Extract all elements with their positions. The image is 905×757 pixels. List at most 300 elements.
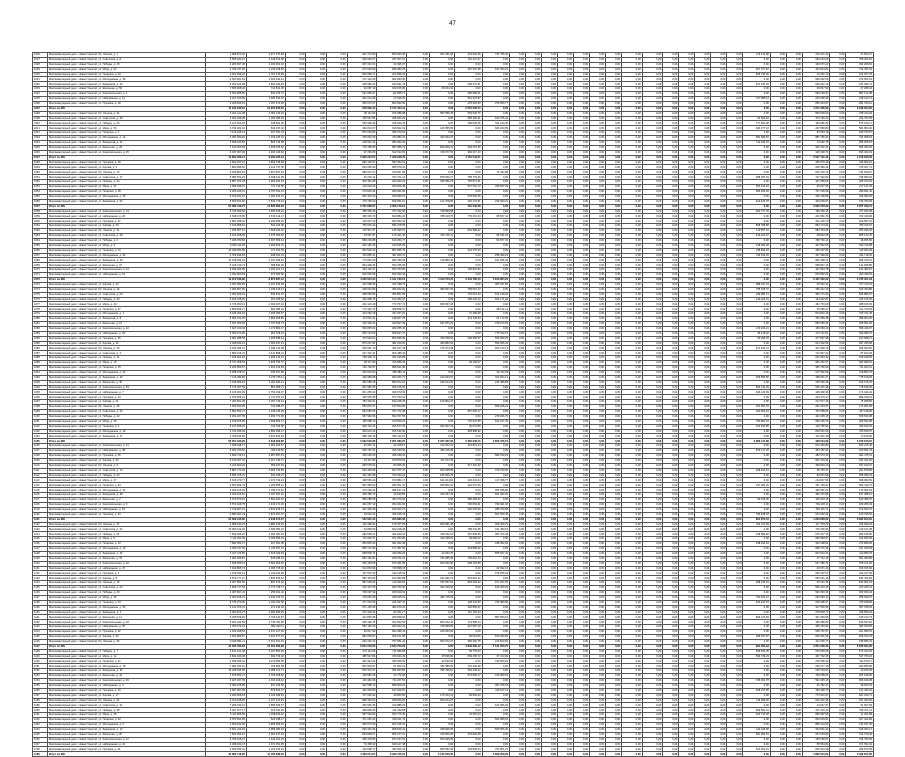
value-cell: 446 076,39 [802,160,829,165]
value-cell: 0,00 [695,493,711,498]
value-cell: 0,00 [695,561,711,566]
value-cell: 0,00 [711,639,727,644]
value-cell: 0,00 [679,53,695,58]
value-cell: 228 931,33 [347,141,377,146]
value-cell: 0,00 [786,209,802,214]
value-cell: 0,00 [558,366,574,371]
value-cell: 0,00 [510,346,526,351]
value-cell: 0,00 [695,444,711,449]
value-cell: 0,00 [558,238,574,243]
row-number: 1107 [33,449,48,454]
value-cell: 0,00 [770,273,786,278]
value-cell: 0,00 [526,625,542,630]
value-cell: 0,00 [285,747,306,752]
value-cell: 0,00 [590,194,606,199]
value-cell: 0,00 [679,375,695,380]
value-cell: 0,00 [558,390,574,395]
value-cell: 0,00 [695,654,711,659]
value-cell: 0,00 [679,97,695,102]
value-cell: 0,00 [407,434,430,439]
value-cell: 825 745,88 [246,141,285,146]
value-cell: 643 537,81 [846,620,874,625]
value-cell: 0,00 [407,82,430,87]
value-cell: 0,00 [407,644,430,649]
value-cell: 0,00 [663,410,679,415]
value-cell: 0,00 [711,498,727,503]
value-cell: 0,00 [285,507,306,512]
value-cell: 0,00 [526,175,542,180]
row-number: 1105 [33,439,48,444]
value-cell: 0,00 [429,703,454,708]
value-cell: 0,00 [526,82,542,87]
value-cell: 0,00 [558,742,574,747]
value-cell: 0,00 [510,92,526,97]
value-cell: 0,00 [285,243,306,248]
value-cell: 379 274,69 [482,321,509,326]
value-cell: 0,00 [711,361,727,366]
value-cell: 0,00 [510,326,526,331]
address-cell: Многоквартирный дом г. Новый Уренгой, ул. Школьная, д. 37 [47,263,205,268]
value-cell: 335 644,29 [377,116,407,121]
value-cell: 0,00 [727,150,743,155]
value-cell: 0,00 [510,654,526,659]
value-cell: 0,00 [526,595,542,600]
value-cell: 0,00 [327,370,348,375]
value-cell: 397 835,65 [455,532,482,537]
value-cell: 66 863,43 [455,693,482,698]
value-cell: 0,00 [542,277,558,282]
value-cell: 0,00 [455,683,482,688]
address-cell: Многоквартирный дом г. Новый Уренгой, ул. Победы, д. 33 [47,297,205,302]
value-cell: 0,00 [679,644,695,649]
value-cell: 0,00 [679,512,695,517]
value-cell: 0,00 [510,101,526,106]
value-cell: 0,00 [743,586,770,591]
value-cell: 0,00 [542,561,558,566]
value-cell: 0,00 [606,351,622,356]
value-cell: 0,00 [590,507,606,512]
value-cell: 0,00 [327,77,348,82]
value-cell: 0,00 [542,595,558,600]
value-cell: 0,00 [327,639,348,644]
address-cell: Многоквартирный дом г. Новый Уренгой, ул. Молодежная, д. 28 [47,664,205,669]
value-cell: 0,00 [830,380,846,385]
value-cell: 444 479,17 [802,395,829,400]
value-cell: 258 499,23 [482,253,509,258]
value-cell: 770 841,05 [347,258,377,263]
value-cell: 36 219,14 [347,175,377,180]
value-cell: 458 306,33 [347,209,377,214]
value-cell: 0,00 [663,238,679,243]
row-number: 1071 [33,273,48,278]
value-cell: 0,00 [622,131,643,136]
value-cell: 0,00 [407,630,430,635]
address-cell: Многоквартирный дом г. Новый Уренгой, ул. Мира, д. 45 [47,713,205,718]
value-cell: 0,00 [327,424,348,429]
address-cell: Многоквартирный дом г. Новый Уренгой, ул. Мира, д. 9 [47,243,205,248]
value-cell: 124 432,87 [802,297,829,302]
value-cell: 0,00 [622,351,643,356]
value-cell: 0,00 [407,180,430,185]
value-cell: 0,00 [663,116,679,121]
value-cell: 0,00 [622,414,643,419]
value-cell: 769 058,64 [802,674,829,679]
value-cell: 172 905,09 [846,405,874,410]
value-cell: 0,00 [711,292,727,297]
value-cell: 2 619 290,12 [205,571,246,576]
value-cell: 0,00 [770,131,786,136]
row-number: 1039 [33,116,48,121]
value-cell: 305 003,86 [377,669,407,674]
value-cell: 168 472,22 [377,556,407,561]
value-cell: 0,00 [622,390,643,395]
value-cell: 4 845 717,59 [205,586,246,591]
value-cell: 0,00 [558,67,574,72]
value-cell: 191 990,74 [429,576,454,581]
value-cell: 0,00 [711,77,727,82]
value-cell: 0,00 [482,155,509,160]
value-cell: 897 479,42 [246,581,285,586]
value-cell: 0,00 [606,483,622,488]
value-cell: 0,00 [429,141,454,146]
value-cell: 0,00 [526,419,542,424]
value-cell: 0,00 [526,669,542,674]
value-cell: 0,00 [407,366,430,371]
value-cell: 701 531,64 [846,742,874,747]
row-number: 1082 [33,326,48,331]
row-number: 1139 [33,605,48,610]
value-cell: 0,00 [590,238,606,243]
value-cell: 0,00 [306,370,327,375]
value-cell: 0,00 [606,400,622,405]
value-cell: 3 671 141,98 [205,649,246,654]
value-cell: 0,00 [663,121,679,126]
address-cell: Многоквартирный дом г. Новый Уренгой, ул. Победы, д. 11 [47,356,205,361]
value-cell: 0,00 [606,551,622,556]
value-cell: 0,00 [786,136,802,141]
value-cell: 0,00 [542,566,558,571]
value-cell: 10 090 123,46 [205,527,246,532]
value-cell: 0,00 [590,498,606,503]
value-cell: 4 714 467,59 [205,385,246,390]
value-cell: 0,00 [590,336,606,341]
value-cell: 0,00 [542,351,558,356]
value-cell: 507 650,46 [482,512,509,517]
value-cell: 0,00 [574,341,590,346]
value-cell: 576 813,27 [246,688,285,693]
value-cell: 0,00 [770,341,786,346]
value-cell: 0,00 [542,385,558,390]
value-cell: 0,00 [679,258,695,263]
value-cell: 0,00 [574,458,590,463]
row-number: 1114 [33,483,48,488]
value-cell: 0,00 [711,600,727,605]
value-cell: 0,00 [770,97,786,102]
value-cell: 0,00 [455,243,482,248]
value-cell: 0,00 [679,273,695,278]
value-cell: 0,00 [558,723,574,728]
value-cell: 0,00 [711,155,727,160]
value-cell: 117 754,63 [802,522,829,527]
value-cell: 5 895 640,43 [205,522,246,527]
value-cell: 7 836 998,46 [205,87,246,92]
value-cell: 0,00 [786,576,802,581]
value-cell: 0,00 [711,248,727,253]
value-cell: 3 106 442,90 [246,571,285,576]
value-cell: 0,00 [590,87,606,92]
value-cell: 0,00 [711,126,727,131]
value-cell: 0,00 [679,390,695,395]
value-cell: 165 385,80 [802,620,829,625]
value-cell: 0,00 [642,136,663,141]
value-cell: 0,00 [711,204,727,209]
value-cell: 0,00 [407,175,430,180]
value-cell: 2 773 739,71 [246,586,285,591]
address-cell: Многоквартирный дом г. Новый Уренгой, Пр. Ленина, д. 46 [47,639,205,644]
value-cell: 0,00 [510,458,526,463]
value-cell: 0,00 [590,101,606,106]
value-cell: 8 669 521,60 [205,199,246,204]
value-cell: 0,00 [663,688,679,693]
value-cell: 186 300,15 [802,209,829,214]
value-cell: 0,00 [558,87,574,92]
value-cell: 0,00 [830,732,846,737]
value-cell: 0,00 [407,507,430,512]
value-cell: 0,00 [606,654,622,659]
value-cell: 0,00 [663,233,679,238]
value-cell: 0,00 [663,385,679,390]
value-cell: 0,00 [510,439,526,444]
value-cell: 0,00 [327,590,348,595]
value-cell: 3 321 141,98 [205,111,246,116]
value-cell: 0,00 [510,160,526,165]
value-cell: 0,00 [558,331,574,336]
value-cell: 24 772,38 [377,674,407,679]
value-cell: 0,00 [622,185,643,190]
value-cell: 0,00 [285,561,306,566]
value-cell: 238 406,64 [743,542,770,547]
value-cell: 0,00 [526,160,542,165]
value-cell: 0,00 [455,224,482,229]
value-cell: 1 394 097,22 [246,532,285,537]
value-cell: 0,00 [327,434,348,439]
value-cell: 0,00 [695,258,711,263]
value-cell: 0,00 [542,727,558,732]
value-cell: 0,00 [606,595,622,600]
value-cell: 0,00 [606,82,622,87]
value-cell: 0,00 [679,141,695,146]
value-cell: 0,00 [542,517,558,522]
value-cell: 459 378,86 [347,737,377,742]
value-cell: 0,00 [429,674,454,679]
value-cell: 0,00 [830,243,846,248]
value-cell: 0,00 [727,287,743,292]
value-cell: 0,00 [327,336,348,341]
value-cell: 0,00 [642,185,663,190]
value-cell: 0,00 [786,395,802,400]
value-cell: 0,00 [622,199,643,204]
address-cell: Многоквартирный дом г. Новый Уренгой, ул. Пушкина, д. 1 [47,571,205,576]
value-cell: 443 422,07 [743,233,770,238]
value-cell: 0,00 [711,410,727,415]
value-cell: 0,00 [574,586,590,591]
row-number: 1109 [33,458,48,463]
value-cell: 0,00 [679,92,695,97]
value-cell: 0,00 [542,180,558,185]
value-cell: 0,00 [830,263,846,268]
value-cell: 0,00 [622,693,643,698]
value-cell: 0,00 [590,160,606,165]
value-cell: 0,00 [306,282,327,287]
address-cell: Многоквартирный дом г. Новый Уренгой, ул. Пушкина, д. 18 [47,101,205,106]
value-cell: 953 047,84 [246,463,285,468]
value-cell: 117 137,35 [429,458,454,463]
value-cell: 7 116 280,86 [205,375,246,380]
value-cell: 0,00 [306,468,327,473]
value-cell: 0,00 [558,219,574,224]
value-cell: 0,00 [663,698,679,703]
value-cell: 0,00 [327,287,348,292]
value-cell: 0,00 [830,219,846,224]
value-cell: 912 276,23 [846,380,874,385]
value-cell: 0,00 [622,551,643,556]
value-cell: 0,00 [542,732,558,737]
value-cell: 0,00 [727,238,743,243]
value-cell: 0,00 [727,625,743,630]
value-cell: 0,00 [542,336,558,341]
value-cell: 0,00 [526,121,542,126]
value-cell: 7 028 780,86 [205,238,246,243]
value-cell: 0,00 [695,502,711,507]
value-cell: 0,00 [285,282,306,287]
value-cell: 0,00 [429,405,454,410]
value-cell: 0,00 [590,366,606,371]
value-cell: 2 284 837,96 [205,62,246,67]
value-cell: 0,00 [590,268,606,273]
value-cell: 764 371,14 [377,175,407,180]
value-cell: 0,00 [306,742,327,747]
value-cell: 0,00 [542,674,558,679]
value-cell: 0,00 [727,708,743,713]
address-cell: Многоквартирный дом г. Новый Уренгой, ул. Победы, д. 20 [47,473,205,478]
value-cell: 0,00 [574,287,590,292]
value-cell: 0,00 [642,429,663,434]
value-cell: 0,00 [327,375,348,380]
address-cell: Многоквартирный дом г. Новый Уренгой, ул. Советская, д. 26 [47,292,205,297]
value-cell: 0,00 [285,150,306,155]
value-cell: 0,00 [830,141,846,146]
value-cell: 606 485,34 [377,351,407,356]
value-cell: 0,00 [306,273,327,278]
value-cell: 0,00 [695,659,711,664]
row-number: 1058 [33,209,48,214]
value-cell: 0,00 [510,708,526,713]
value-cell: 0,00 [590,385,606,390]
value-cell: 0,00 [663,170,679,175]
value-cell: 0,00 [711,610,727,615]
value-cell: 0,00 [606,312,622,317]
value-cell: 0,00 [642,698,663,703]
value-cell: 788 341,05 [455,527,482,532]
value-cell: 0,00 [558,92,574,97]
value-cell: 0,00 [590,62,606,67]
value-cell: 0,00 [770,478,786,483]
value-cell: 0,00 [727,248,743,253]
value-cell: 0,00 [558,683,574,688]
value-cell: 0,00 [407,395,430,400]
value-cell: 146 585,65 [429,126,454,131]
value-cell: 291 878,86 [846,468,874,473]
value-cell: 2 997 569,44 [246,238,285,243]
value-cell: 208 186,73 [347,493,377,498]
value-cell: 0,00 [306,542,327,547]
value-cell: 0,00 [558,185,574,190]
value-cell: 0,00 [770,263,786,268]
value-cell: 0,00 [727,361,743,366]
value-cell: 0,00 [407,92,430,97]
value-cell: 0,00 [622,517,643,522]
value-cell: 0,00 [770,346,786,351]
value-cell: 0,00 [306,571,327,576]
value-cell: 0,00 [482,693,509,698]
value-cell: 0,00 [679,747,695,752]
row-number: 1085 [33,341,48,346]
value-cell: 0,00 [743,454,770,459]
value-cell: 777 851,08 [743,121,770,126]
value-cell: 0,00 [285,473,306,478]
value-cell: 29 776,23 [455,649,482,654]
value-cell: 0,00 [590,615,606,620]
value-cell: 0,00 [711,243,727,248]
value-cell: 2 353 472,22 [205,625,246,630]
value-cell: 698 082,56 [846,478,874,483]
value-cell: 0,00 [482,312,509,317]
value-cell: 0,00 [510,532,526,537]
value-cell: 0,00 [743,674,770,679]
value-cell: 0,00 [285,600,306,605]
value-cell: 193 155,86 [377,87,407,92]
value-cell: 0,00 [542,326,558,331]
value-cell: 0,00 [695,356,711,361]
value-cell: 0,00 [306,121,327,126]
value-cell: 0,00 [574,737,590,742]
value-cell: 0,00 [727,302,743,307]
value-cell: 0,00 [306,512,327,517]
value-cell: 477 210,65 [347,600,377,605]
value-cell: 161 956,02 [482,703,509,708]
value-cell: 0,00 [663,551,679,556]
value-cell: 0,00 [727,214,743,219]
value-cell: 0,00 [429,106,454,111]
value-cell: 0,00 [695,688,711,693]
value-cell: 0,00 [743,395,770,400]
address-cell: Многоквартирный дом г. Новый Уренгой, ул. Набережная, д. 34 [47,742,205,747]
address-cell: Многоквартирный дом г. Новый Уренгой, ул. Кирова, д. 52 [47,458,205,463]
value-cell: 0,00 [482,92,509,97]
value-cell: 0,00 [306,317,327,322]
value-cell: 0,00 [642,556,663,561]
value-cell: 0,00 [830,414,846,419]
value-cell: 0,00 [526,615,542,620]
value-cell: 0,00 [622,243,643,248]
value-cell: 2 986 141,98 [743,439,770,444]
value-cell: 0,00 [606,664,622,669]
value-cell: 0,00 [526,542,542,547]
value-cell: 794 818,67 [846,170,874,175]
row-number: 1088 [33,356,48,361]
value-cell: 0,00 [542,625,558,630]
value-cell: 0,00 [510,356,526,361]
